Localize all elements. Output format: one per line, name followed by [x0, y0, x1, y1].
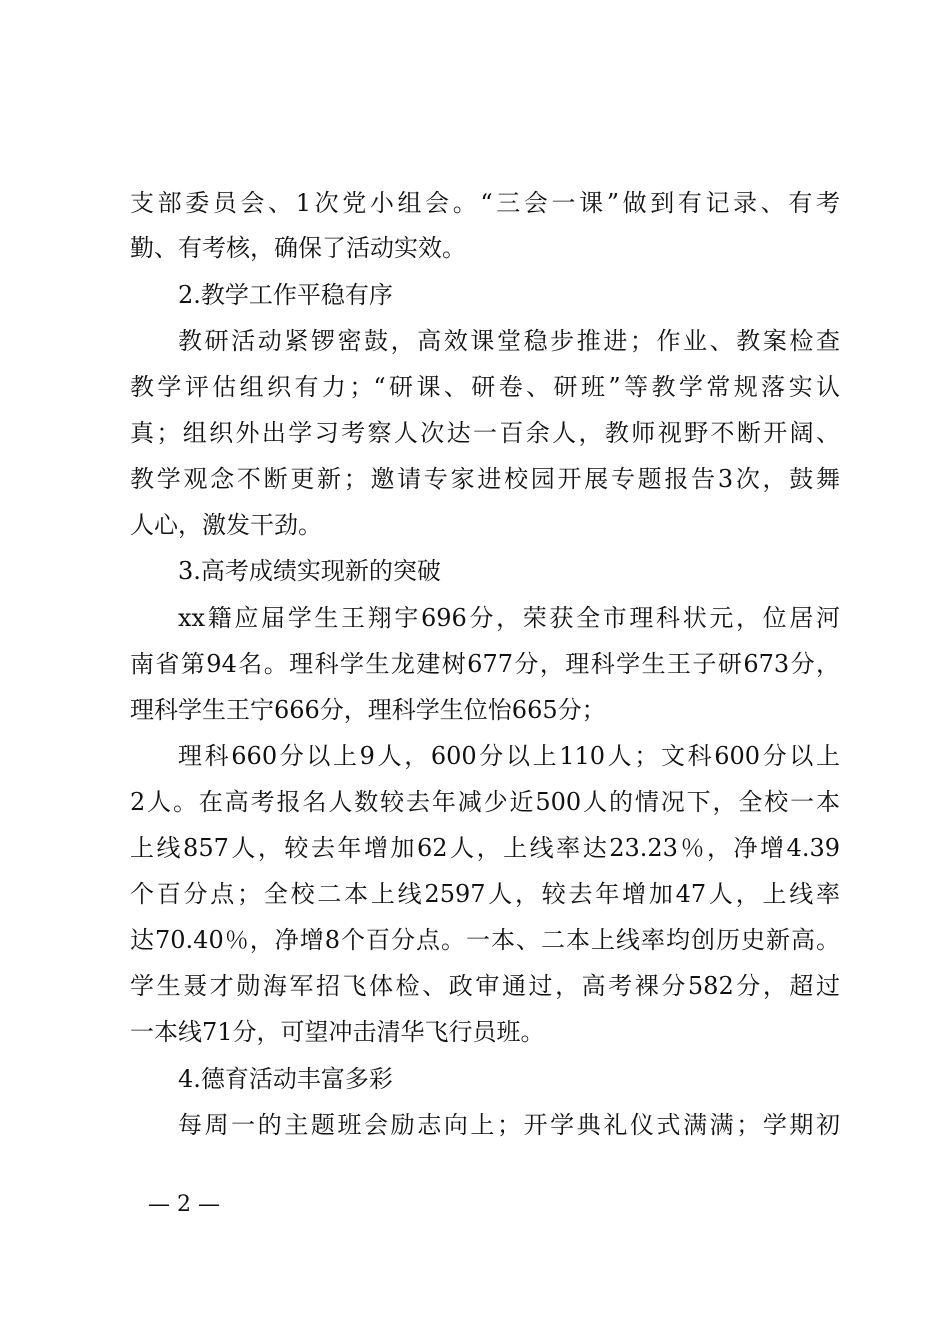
paragraph-line: 人心，激发干劲。	[130, 511, 322, 539]
paragraph-line: 教研活动紧锣密鼓，高效课堂稳步推进；作业、教案检查	[178, 327, 840, 355]
paragraph-line: 学生聂才勋海军招飞体检、政审通过，高考裸分582分，超过	[130, 972, 840, 1000]
paragraph-line: 南省第94名。理科学生龙建树677分，理科学生王子研673分，	[130, 650, 840, 678]
paragraph-line: 理科学生王宁666分，理科学生位怡665分；	[130, 696, 606, 724]
paragraph-line: 理科660分以上9人，600分以上110人；文科600分以上	[178, 742, 840, 770]
paragraph-line: 上线857人，较去年增加62人，上线率达23.23％，净增4.39	[130, 834, 840, 862]
paragraph-line: 2人。在高考报名人数较去年减少近500人的情况下，全校一本	[130, 788, 840, 816]
paragraph-line: 支部委员会、1次党小组会。“三会一课”做到有记录、有考	[130, 189, 840, 217]
paragraph-line: 每周一的主题班会励志向上；开学典礼仪式满满；学期初	[178, 1111, 840, 1139]
paragraph-line: 真；组织外出学习考察人次达一百余人，教师视野不断开阔、	[130, 419, 840, 447]
paragraph-line: 教学观念不断更新；邀请专家进校园开展专题报告3次，鼓舞	[130, 465, 840, 493]
paragraph-line: 勤、有考核，确保了活动实效。	[130, 234, 466, 262]
section-heading: 4.德育活动丰富多彩	[178, 1065, 393, 1093]
section-heading: 2.教学工作平稳有序	[178, 281, 393, 309]
paragraph-line: 达70.40％，净增8个百分点。一本、二本上线率均创历史新高。	[130, 926, 840, 954]
page-number: — 2 —	[148, 1192, 220, 1217]
section-heading: 3.高考成绩实现新的突破	[178, 557, 441, 585]
paragraph-line: 一本线71分，可望冲击清华飞行员班。	[130, 1018, 545, 1046]
paragraph-line: 教学评估组织有力；“研课、研卷、研班”等教学常规落实认	[130, 373, 840, 401]
paragraph-line: 个百分点；全校二本上线2597人，较去年增加47人，上线率	[130, 880, 840, 908]
paragraph-line: xx籍应届学生王翔宇696分，荣获全市理科状元，位居河	[178, 604, 840, 632]
